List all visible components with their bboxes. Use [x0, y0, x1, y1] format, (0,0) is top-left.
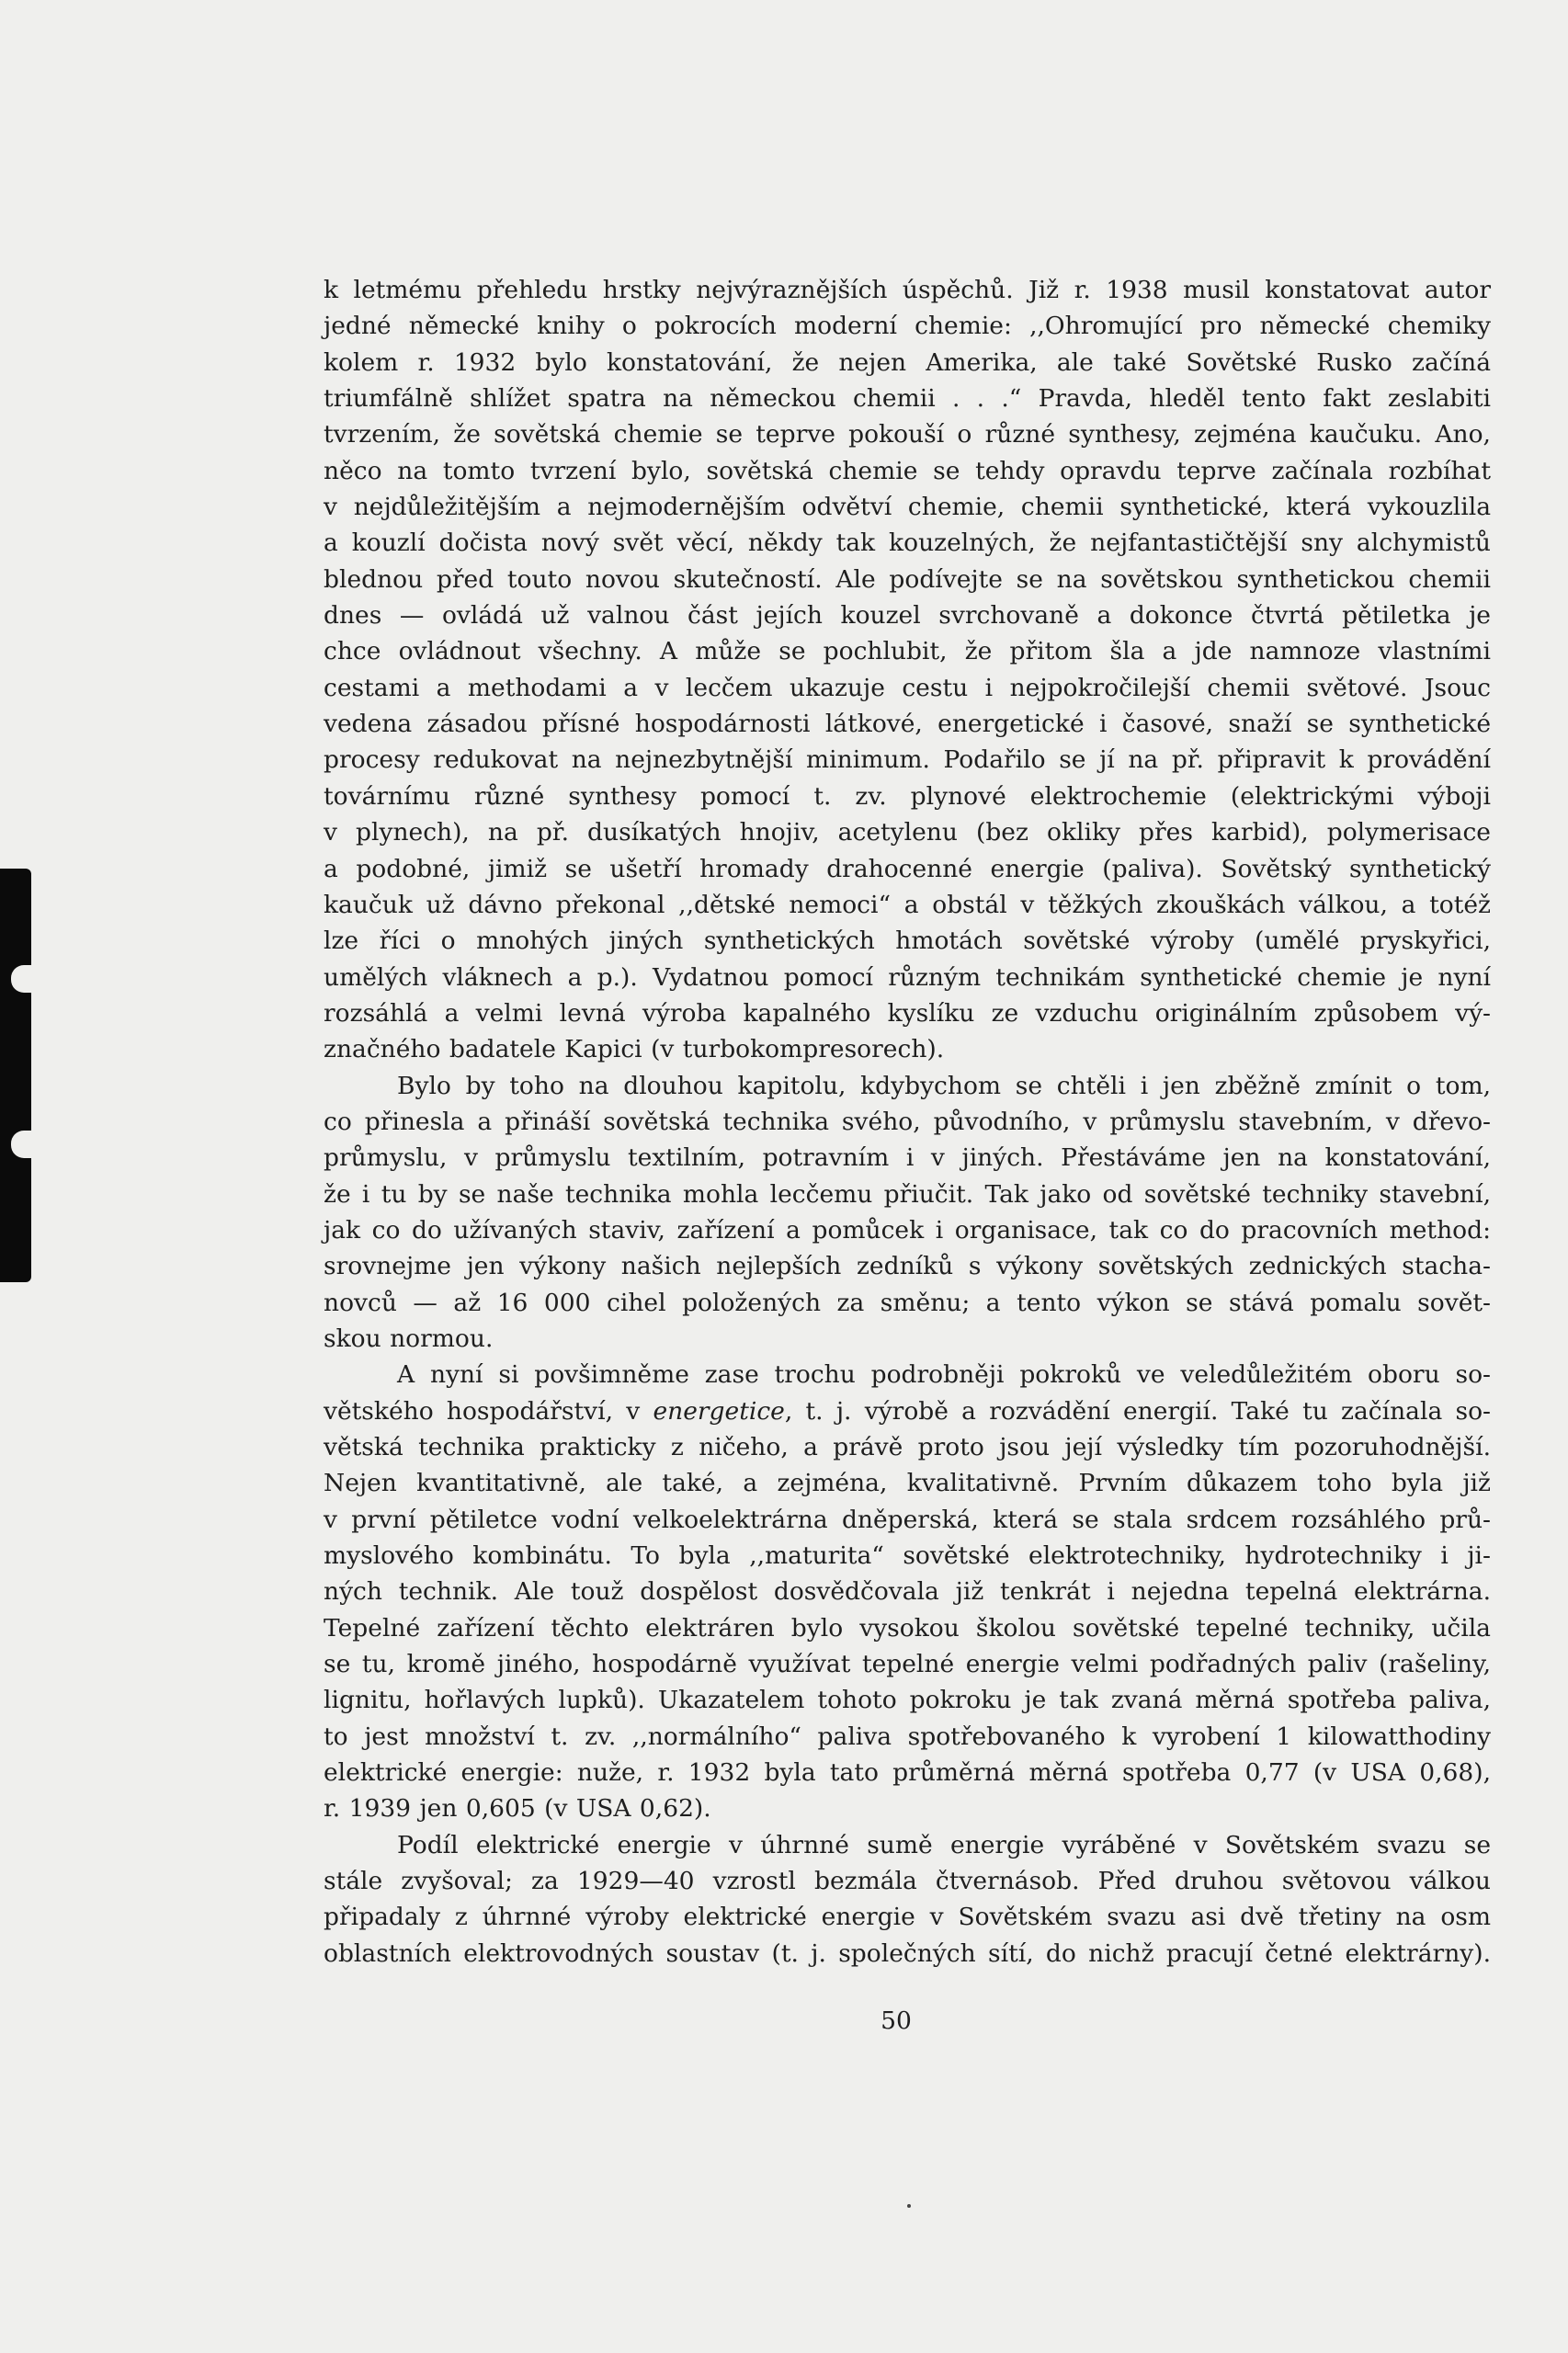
text-line: ných technik. Ale touž dospělost dosvědčovala již tenkrát i nejedna tepelná elektrárna.: [324, 1577, 1491, 1607]
text-line: lignitu, hořlavých lupků). Ukazatelem tohoto pokroku je tak zvaná měrná spotřeba paliva,: [324, 1686, 1491, 1715]
binding-clip: [0, 869, 31, 1282]
text-line: továrnímu různé synthesy pomocí t. zv. plynové elektrochemie (elektrickými výboji: [324, 781, 1491, 811]
text-line: cestami a methodami a v lecčem ukazuje cestu i nejpokročilejší chemii světové. Jsouc: [324, 673, 1491, 702]
text-line: myslového kombinátu. To byla ,,maturita“ sovětské elektrotechniky, hydrotechniky i ji-: [324, 1541, 1491, 1571]
text-line: v plynech), na př. dusíkatých hnojiv, acetylenu (bez okliky přes karbid), polymerisace: [324, 818, 1491, 847]
text-line: oblastních elektrovodných soustav (t. j. společných sítí, do nichž pracují četné elektrárny).: [324, 1938, 1491, 1968]
text-line: v nejdůležitějším a nejmodernějším odvětví chemie, chemii synthetické, která vykouzlila: [324, 493, 1491, 522]
text-line: chce ovládnout všechny. A může se pochlubit, že přitom šla a jde namnoze vlastními: [324, 637, 1491, 666]
text-line: tvrzením, že sovětská chemie se teprve pokouší o různé synthesy, zejména kaučuku. Ano,: [324, 420, 1491, 449]
text-line: v první pětiletce vodní velkoelektrárna dněperská, která se stala srdcem rozsáhlého prů-: [324, 1505, 1491, 1534]
text-line: novců — až 16 000 cihel položených za směnu; a tento výkon se stává pomalu sovět-: [324, 1288, 1491, 1317]
text-line: umělých vláknech a p.). Vydatnou pomocí různým technikám synthetické chemie je nyní: [324, 962, 1491, 992]
text-line: co přinesla a přináší sovětská technika svého, původního, v průmyslu stavebním, v dřevo-: [324, 1107, 1491, 1136]
text-line: elektrické energie: nuže, r. 1932 byla tato průměrná měrná spotřeba 0,77 (v USA 0,68),: [324, 1758, 1491, 1788]
text-line: kolem r. 1932 bylo konstatování, že nejen Amerika, ale také Sovětské Rusko začíná: [324, 347, 1491, 377]
text-line: a kouzlí dočista nový svět věcí, někdy tak kouzelných, že nejfantastičtější sny alchymistů: [324, 529, 1491, 558]
text-line: A nyní si povšimněme zase trochu podrobněji pokroků ve veledůležitém oboru so-: [397, 1360, 1491, 1390]
text-line: stále zvyšoval; za 1929—40 vzrostl bezmála čtvernásob. Před druhou světovou válkou: [324, 1867, 1491, 1896]
text-line: srovnejme jen výkony našich nejlepších zedníků s výkony sovětských zednických stacha-: [324, 1252, 1491, 1281]
binding-clip-notch: [11, 965, 35, 993]
binding-clip-notch: [11, 1131, 35, 1158]
text-line: vedena zásadou přísné hospodárnosti látkové, energetické i časové, snaží se synthetické: [324, 710, 1491, 739]
text-line: to jest množství t. zv. ,,normálního“ paliva spotřebovaného k vyrobení 1 kilowatthodiny: [324, 1722, 1491, 1751]
text-line: rozsáhlá a velmi levná výroba kapalného kyslíku ze vzduchu originálním způsobem vý-: [324, 998, 1491, 1028]
text-line: procesy redukovat na nejnezbytnější minimum. Podařilo se jí na př. připravit k provádění: [324, 745, 1491, 775]
text-line: větského hospodářství, v energetice, t. j. výrobě a rozvádění energií. Také tu začínala so-: [324, 1396, 1491, 1426]
text-line: Nejen kvantitativně, ale také, a zejména, kvalitativně. Prvním důkazem toho byla již: [324, 1469, 1491, 1498]
text-line: průmyslu, v průmyslu textilním, potravním i v jiných. Přestáváme jen na konstatování,: [324, 1143, 1491, 1173]
text-line: triumfálně shlížet spatra na německou chemii . . .“ Pravda, hleděl tento fakt zeslabiti: [324, 384, 1491, 414]
text-line: a podobné, jimiž se ušetří hromady drahocenné energie (paliva). Sovětský synthetický: [324, 854, 1491, 883]
text-line: lze říci o mnohých jiných synthetických hmotách sovětské výroby (umělé pryskyřici,: [324, 926, 1491, 956]
text-line: r. 1939 jen 0,605 (v USA 0,62).: [324, 1794, 711, 1824]
text-line: větská technika prakticky z ničeho, a právě proto jsou její výsledky tím pozoruhodnější.: [324, 1433, 1491, 1461]
text-line: se tu, kromě jiného, hospodárně využívat tepelné energie velmi podřadných paliv (rašeliny,: [324, 1650, 1491, 1679]
dust-speck: [907, 2204, 911, 2208]
text-line: Podíl elektrické energie v úhrnné sumě energie vyráběné v Sovětském svazu se: [397, 1830, 1491, 1859]
text-line: připadaly z úhrnné výroby elektrické energie v Sovětském svazu asi dvě třetiny na osm: [324, 1903, 1491, 1932]
text-line: značného badatele Kapici (v turbokompresorech).: [324, 1035, 945, 1064]
text-line: jak co do užívaných staviv, zařízení a pomůcek i organisace, tak co do pracovních method:: [324, 1215, 1491, 1245]
text-line: jedné německé knihy o pokrocích moderní chemie: ,,Ohromující pro německé chemiky: [324, 312, 1491, 341]
text-line: k letmému přehledu hrstky nejvýraznějších úspěchů. Již r. 1938 musil konstatovat autor: [324, 276, 1491, 304]
page-number: 50: [881, 2006, 912, 2035]
body-text: [324, 272, 1491, 1972]
text-line: Tepelné zařízení těchto elektráren bylo vysokou školou sovětské tepelné techniky, učila: [324, 1613, 1491, 1643]
text-line: něco na tomto tvrzení bylo, sovětská chemie se tehdy opravdu teprve začínala rozbíhat: [324, 456, 1491, 485]
text-line: Bylo by toho na dlouhou kapitolu, kdybychom se chtěli i jen zběžně zmínit o tom,: [397, 1071, 1491, 1100]
text-line: dnes — ovládá už valnou část jejích kouzel svrchovaně a dokonce čtvrtá pětiletka je: [324, 601, 1491, 631]
text-line: kaučuk už dávno překonal ,,dětské nemoci“ a obstál v těžkých zkouškách válkou, a totéž: [324, 890, 1491, 919]
text-line: blednou před touto novou skutečností. Ale podívejte se na sovětskou synthetickou chemii: [324, 564, 1491, 594]
text-line: skou normou.: [324, 1324, 494, 1353]
text-line: že i tu by se naše technika mohla lecčemu přiučit. Tak jako od sovětské techniky stavební,: [324, 1179, 1491, 1209]
